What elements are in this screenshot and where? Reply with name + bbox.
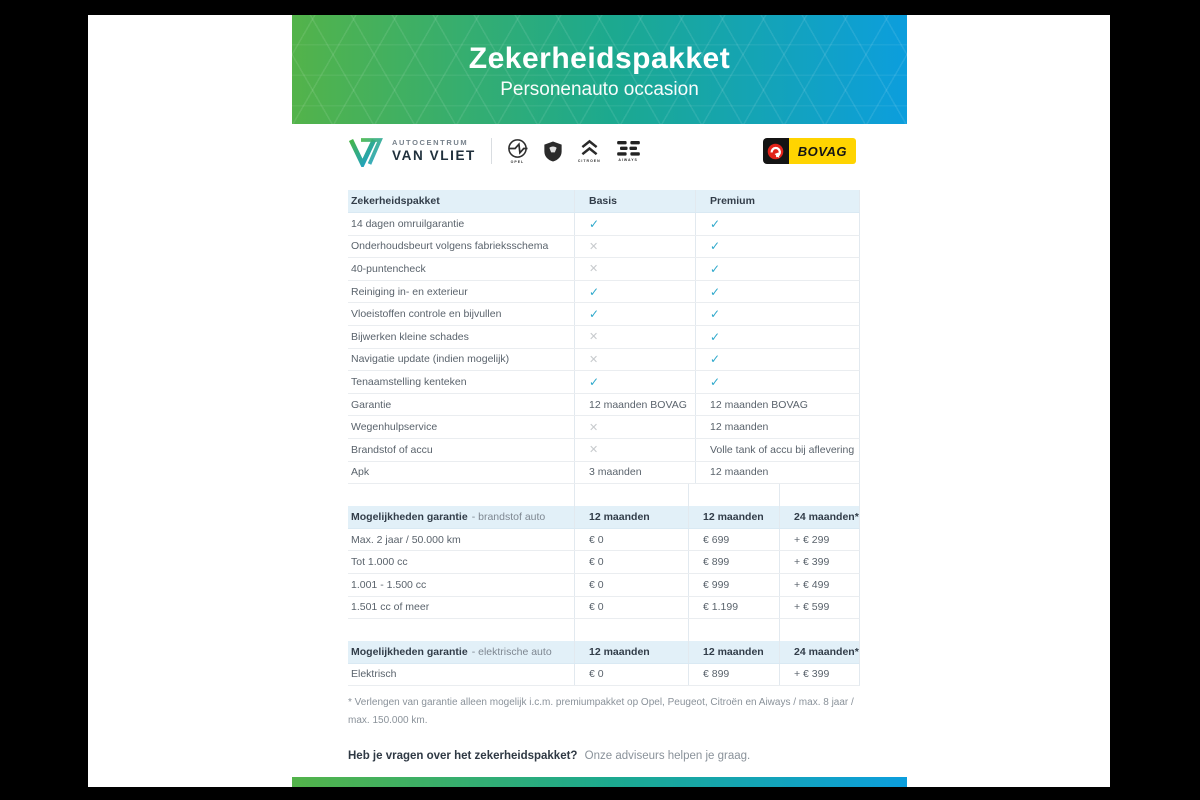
fuel-table-header bbox=[348, 506, 860, 529]
column-header: 12 maanden bbox=[574, 506, 688, 528]
table-row bbox=[348, 416, 860, 439]
column-header: Mogelijkheden garantie - brandstof auto bbox=[351, 510, 546, 523]
flyer-page bbox=[88, 15, 1110, 787]
check-icon: ✓ bbox=[710, 329, 721, 344]
electric-warranty-table bbox=[348, 641, 860, 687]
row-label: Garantie bbox=[351, 398, 392, 411]
bovag-wordmark: BOVAG bbox=[789, 138, 856, 164]
column-header: Mogelijkheden garantie - elektrische auto bbox=[351, 645, 552, 658]
row-value: 12 maanden BOVAG bbox=[695, 394, 860, 416]
check-icon: ✓ bbox=[710, 352, 721, 367]
dealer-name-line2: VAN VLIET bbox=[392, 147, 476, 163]
check-icon: ✓ bbox=[710, 216, 721, 231]
table-row bbox=[348, 664, 860, 687]
check-icon: ✓ bbox=[589, 374, 600, 389]
package-table-header bbox=[348, 190, 860, 213]
cross-icon: ✕ bbox=[589, 421, 599, 434]
row-value bbox=[574, 213, 695, 235]
electric-table-header bbox=[348, 641, 860, 664]
footnote: * Verlengen van garantie alleen mogelijk i.c.m. premiumpakket op Opel, Peugeot, Citroën en Aiways / max. 8 jaar / max. 150.000 km. bbox=[348, 697, 854, 726]
table-row bbox=[348, 371, 860, 394]
row-value: 12 maanden bbox=[695, 462, 860, 484]
table-row bbox=[348, 258, 860, 281]
row-value bbox=[574, 371, 695, 393]
row-value bbox=[695, 236, 860, 258]
check-icon: ✓ bbox=[710, 239, 721, 254]
row-label: 40-puntencheck bbox=[351, 262, 426, 275]
package-table bbox=[348, 190, 860, 506]
table-row bbox=[348, 303, 860, 326]
check-icon: ✓ bbox=[589, 284, 600, 299]
package-table-body bbox=[348, 213, 860, 484]
aiways-logo-icon: AIWAYS bbox=[616, 140, 641, 162]
row-label: Bijwerken kleine schades bbox=[351, 330, 469, 343]
cross-icon: ✕ bbox=[589, 240, 599, 253]
row-label: Tenaamstelling kenteken bbox=[351, 375, 467, 388]
row-label: Reiniging in- en exterieur bbox=[351, 285, 468, 298]
column-header: 12 maanden bbox=[574, 641, 688, 663]
row-label: Navigatie update (indien mogelijk) bbox=[351, 353, 510, 366]
table-row bbox=[348, 394, 860, 417]
row-value: + € 399 bbox=[779, 551, 860, 573]
table-row bbox=[348, 551, 860, 574]
row-value bbox=[695, 326, 860, 348]
row-value bbox=[574, 416, 695, 438]
table-spacer bbox=[348, 619, 860, 641]
van-vliet-v7-icon bbox=[348, 136, 384, 167]
column-header: 12 maanden bbox=[688, 506, 779, 528]
row-value: 12 maanden bbox=[695, 416, 860, 438]
row-value: € 699 bbox=[688, 529, 779, 551]
bovag-logo bbox=[763, 138, 856, 164]
row-value: + € 599 bbox=[779, 597, 860, 619]
cross-icon: ✕ bbox=[589, 263, 599, 276]
column-header: 12 maanden bbox=[688, 641, 779, 663]
closing-answer: Onze adviseurs helpen je graag. bbox=[584, 750, 751, 763]
cross-icon: ✕ bbox=[589, 444, 599, 457]
bovag-mark-icon bbox=[763, 138, 789, 164]
opel-logo-icon: OPEL bbox=[507, 138, 528, 164]
check-icon: ✓ bbox=[710, 307, 721, 322]
row-label: Elektrisch bbox=[351, 668, 397, 681]
row-value: + € 399 bbox=[779, 664, 860, 686]
dealer-logo bbox=[348, 136, 476, 167]
table-row bbox=[348, 574, 860, 597]
row-value bbox=[695, 303, 860, 325]
row-value bbox=[695, 371, 860, 393]
table-row bbox=[348, 462, 860, 485]
column-header: 24 maanden* bbox=[779, 641, 860, 663]
table-row bbox=[348, 326, 860, 349]
row-value: + € 499 bbox=[779, 574, 860, 596]
row-value: € 899 bbox=[688, 551, 779, 573]
table-row bbox=[348, 529, 860, 552]
table-row bbox=[348, 236, 860, 259]
row-value bbox=[574, 349, 695, 371]
row-value bbox=[574, 236, 695, 258]
row-value bbox=[695, 349, 860, 371]
row-label: Tot 1.000 cc bbox=[351, 556, 408, 569]
row-value: € 0 bbox=[574, 574, 688, 596]
row-label: Onderhoudsbeurt volgens fabrieksschema bbox=[351, 240, 549, 253]
fuel-warranty-table bbox=[348, 506, 860, 641]
page-title: Zekerheidspakket bbox=[468, 42, 731, 75]
row-label: 14 dagen omruilgarantie bbox=[351, 217, 465, 230]
peugeot-logo-icon bbox=[543, 140, 563, 163]
footer-banner bbox=[292, 777, 907, 787]
check-icon: ✓ bbox=[710, 261, 721, 276]
electric-table-body bbox=[348, 664, 860, 687]
row-label: 1.001 - 1.500 cc bbox=[351, 578, 427, 591]
row-value bbox=[574, 303, 695, 325]
row-value bbox=[574, 326, 695, 348]
check-icon: ✓ bbox=[710, 284, 721, 299]
row-value: Volle tank of accu bij aflevering bbox=[695, 439, 860, 461]
row-value: 12 maanden BOVAG bbox=[574, 394, 695, 416]
row-label: 1.501 cc of meer bbox=[351, 601, 430, 614]
logo-divider bbox=[491, 138, 492, 164]
fuel-table-body bbox=[348, 529, 860, 619]
row-label: Vloeistoffen controle en bijvullen bbox=[351, 308, 502, 321]
row-value bbox=[695, 281, 860, 303]
row-label: Apk bbox=[351, 466, 370, 479]
row-value: + € 299 bbox=[779, 529, 860, 551]
row-value: € 0 bbox=[574, 664, 688, 686]
citroen-logo-icon: CITROEN bbox=[578, 139, 601, 163]
row-value: € 0 bbox=[574, 551, 688, 573]
closing-line bbox=[348, 750, 860, 762]
check-icon: ✓ bbox=[710, 374, 721, 389]
table-row bbox=[348, 213, 860, 236]
dealer-name-line1: AUTOCENTRUM bbox=[392, 137, 469, 147]
column-header: 24 maanden* bbox=[779, 506, 860, 528]
table-row bbox=[348, 281, 860, 304]
row-value bbox=[574, 281, 695, 303]
table-row bbox=[348, 439, 860, 462]
row-value bbox=[695, 258, 860, 280]
row-label: Brandstof of accu bbox=[351, 443, 433, 456]
row-value: 3 maanden bbox=[574, 462, 695, 484]
row-value bbox=[695, 213, 860, 235]
check-icon: ✓ bbox=[589, 307, 600, 322]
header-banner bbox=[292, 15, 907, 124]
row-label: Max. 2 jaar / 50.000 km bbox=[351, 533, 461, 546]
dealer-name bbox=[392, 139, 476, 163]
table-spacer bbox=[348, 484, 860, 506]
column-header-basis: Basis bbox=[574, 190, 695, 212]
row-label: Wegenhulpservice bbox=[351, 421, 438, 434]
row-value bbox=[574, 258, 695, 280]
column-header-premium: Premium bbox=[695, 190, 860, 212]
table-row bbox=[348, 597, 860, 620]
cross-icon: ✕ bbox=[589, 353, 599, 366]
check-icon: ✓ bbox=[589, 216, 600, 231]
row-value bbox=[574, 439, 695, 461]
page-subtitle: Personenauto occasion bbox=[500, 79, 699, 100]
cross-icon: ✕ bbox=[589, 331, 599, 344]
row-value: € 999 bbox=[688, 574, 779, 596]
table-row bbox=[348, 349, 860, 372]
row-value: € 1.199 bbox=[688, 597, 779, 619]
logo-row bbox=[348, 131, 856, 171]
column-header: Zekerheidspakket bbox=[351, 195, 440, 207]
row-value: € 0 bbox=[574, 597, 688, 619]
row-value: € 899 bbox=[688, 664, 779, 686]
row-value: € 0 bbox=[574, 529, 688, 551]
brand-logos bbox=[507, 138, 641, 164]
closing-question: Heb je vragen over het zekerheidspakket? bbox=[348, 750, 578, 763]
tables-section bbox=[348, 190, 860, 762]
